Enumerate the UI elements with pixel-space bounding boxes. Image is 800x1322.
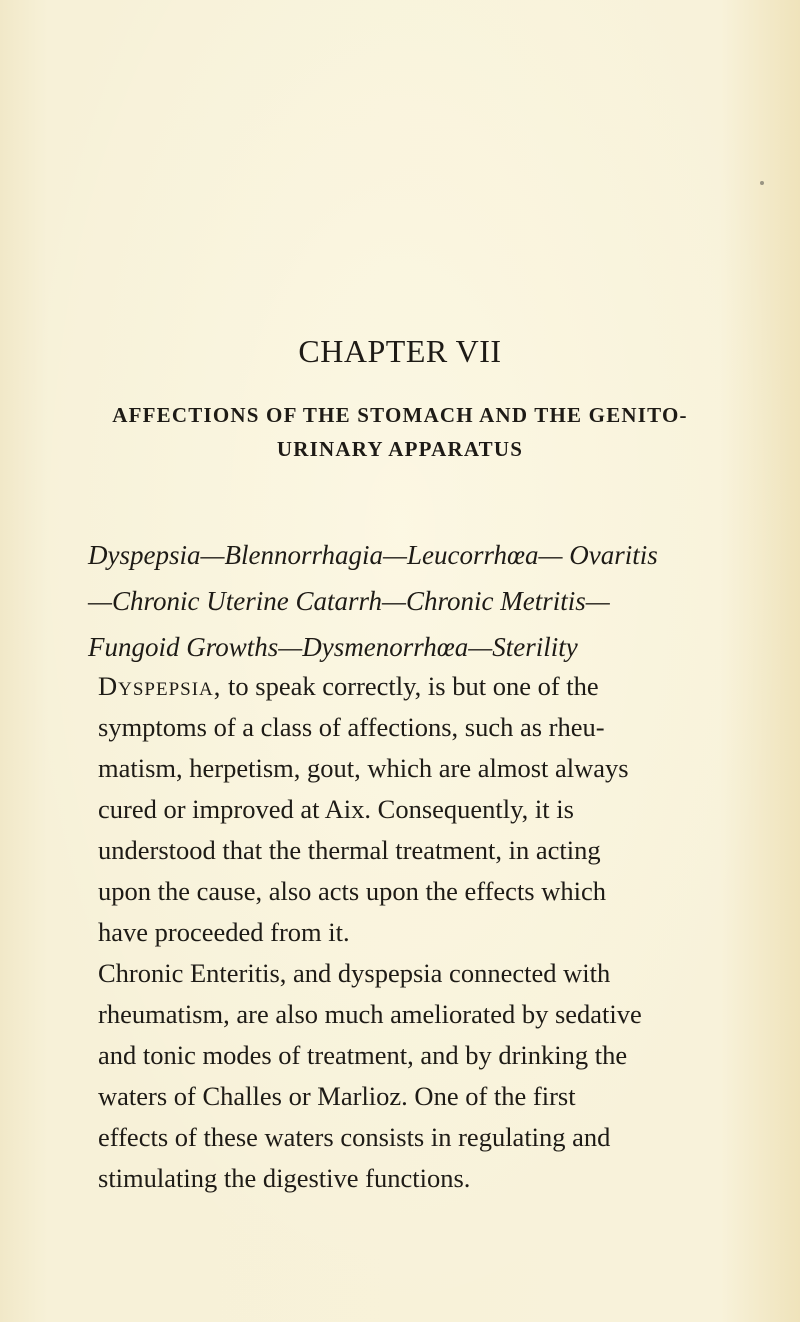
paragraph-1-line-3: matism, herpetism, gout, which are almost always (98, 753, 629, 783)
paragraph-2-line-3: and tonic modes of treatment, and by drinking the (98, 1040, 628, 1070)
paragraph-1-line-2: symptoms of a class of affections, such as rheu- (98, 712, 605, 742)
paragraph-1-line-5: understood that the thermal treatment, in acting (98, 835, 601, 865)
paragraph-2-line-1: Chronic Enteritis, and dyspepsia connected with (98, 958, 611, 988)
paragraph-1-line-4: cured or improved at Aix. Consequently, it is (98, 794, 574, 824)
section-title-line-1: AFFECTIONS OF THE STOMACH AND THE GENITO- (112, 403, 688, 427)
body-text (98, 666, 712, 1199)
chapter-title: CHAPTER VII (298, 333, 502, 369)
topics-line-2: —Chronic Uterine Catarrh—Chronic Metritis— (88, 586, 610, 616)
paragraph-2-line-4: waters of Challes or Marlioz. One of the first (98, 1081, 576, 1111)
section-title-line-2: URINARY APPARATUS (276, 437, 524, 461)
paper-speck (760, 181, 764, 185)
paragraph-2-line-2: rheumatism, are also much ameliorated by sedative (98, 999, 642, 1029)
paragraph-1-lead: Dyspepsia, (98, 671, 222, 701)
paragraph-2-line-5: effects of these waters consists in regulating and (98, 1122, 611, 1152)
section-title (60, 398, 740, 466)
topics-summary (88, 532, 708, 670)
topics-line-1: Dyspepsia—Blennorrhagia—Leucorrhœa— Ovaritis (88, 540, 658, 570)
paragraph-1-line-7: have proceeded from it. (98, 917, 350, 947)
paragraph-1-line-1 (98, 666, 712, 707)
paragraph-1-line-6: upon the cause, also acts upon the effects which (98, 876, 607, 906)
paragraph-1-line-1-rest: to speak correctly, is but one of the (221, 671, 599, 701)
paragraph-2-line-6: stimulating the digestive functions. (98, 1163, 471, 1193)
topics-line-3: Fungoid Growths—Dysmenorrhœa—Sterility (88, 632, 578, 662)
